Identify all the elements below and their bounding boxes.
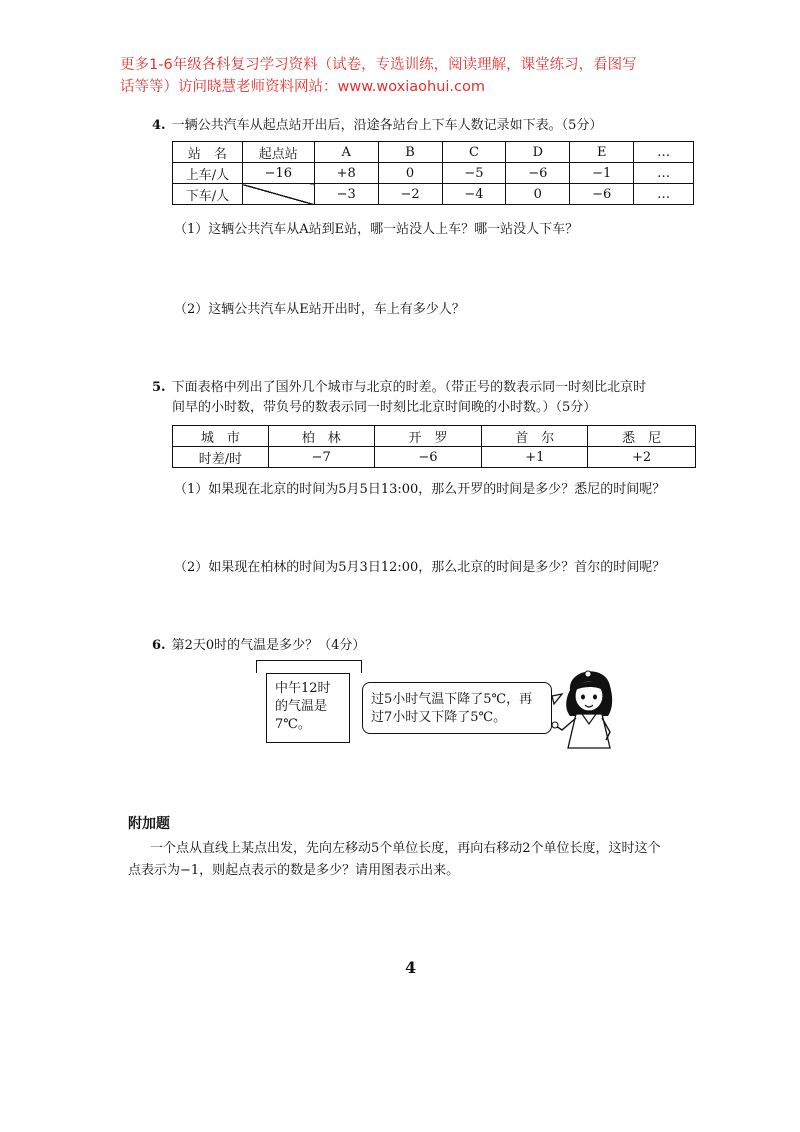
cell: 开 罗: [374, 426, 482, 447]
cell: A: [314, 142, 378, 163]
cell: +2: [588, 447, 696, 468]
cell: C: [442, 142, 506, 163]
cell: …: [634, 163, 694, 184]
cell: −6: [506, 163, 570, 184]
cell: −4: [442, 184, 506, 205]
cell: 下车/人: [173, 184, 243, 205]
question-4-number: 4.: [152, 118, 166, 133]
question-5-sub-2: （2）如果现在柏林的时间为5月3日12:00，那么北京的时间是多少？首尔的时间呢？: [174, 560, 666, 575]
extra-line-2: 点表示为−1，则起点表示的数是多少？请用图表示出来。: [128, 863, 460, 878]
cell: −6: [570, 184, 634, 205]
cell: 城 市: [173, 426, 269, 447]
promo-banner: [120, 54, 720, 98]
cell: −1: [570, 163, 634, 184]
question-4: [152, 116, 772, 136]
cell: 悉 尼: [588, 426, 696, 447]
sign-line-3: 7℃。: [275, 717, 311, 732]
page-number: 4: [405, 958, 417, 977]
question-5-text-line-1: 下面表格中列出了国外几个城市与北京的时差。（带正号的数表示同一时刻比北京时: [171, 380, 647, 395]
banner-line-1: 更多1-6年级各科复习学习资料（试卷，专选训练，阅读理解，课堂练习，看图写: [120, 57, 637, 73]
diagonal-empty-cell: [242, 184, 314, 205]
question-5-number: 5.: [152, 380, 166, 395]
question-6: [152, 636, 365, 656]
cell: 0: [378, 163, 442, 184]
question-5-text-line-2: 间早的小时数，带负号的数表示同一时刻比北京时间晚的小时数。）（5分）: [172, 400, 597, 415]
sign-line-2: 的气温是: [275, 699, 328, 714]
cell: −7: [268, 447, 374, 468]
time-table-row: [173, 447, 696, 468]
cell: 首 尔: [482, 426, 588, 447]
speech-bubble: [362, 682, 552, 734]
cell: 0: [506, 184, 570, 205]
cell: E: [570, 142, 634, 163]
cell: −2: [378, 184, 442, 205]
cell: D: [506, 142, 570, 163]
cell: 站 名: [173, 142, 243, 163]
cell: 柏 林: [268, 426, 374, 447]
question-4-sub-2: （2）这辆公共汽车从E站开出时，车上有多少人？: [174, 302, 465, 317]
sign-top-board: [256, 660, 362, 673]
cell: −3: [314, 184, 378, 205]
question-5: [152, 378, 752, 418]
question-4-sub-1: （1）这辆公共汽车从A站到E站，哪一站没人上车？哪一站没人下车？: [174, 222, 579, 237]
temperature-sign: [266, 673, 350, 743]
cell: +8: [314, 163, 378, 184]
cell: 上车/人: [173, 163, 243, 184]
cell: B: [378, 142, 442, 163]
cell: 起点站: [242, 142, 314, 163]
cell: …: [634, 142, 694, 163]
cell: 时差/时: [173, 447, 269, 468]
bus-table-header: [173, 142, 694, 163]
cell: −6: [374, 447, 482, 468]
girl-illustration: [548, 660, 628, 760]
question-6-number: 6.: [152, 638, 166, 653]
cell: −16: [242, 163, 314, 184]
extra-title: 附加题: [128, 816, 170, 832]
question-4-text: 一辆公共汽车从起点站开出后，沿途各站台上下车人数记录如下表。（5分）: [171, 118, 603, 133]
cell: −5: [442, 163, 506, 184]
bus-table-row-boarding: [173, 163, 694, 184]
question-5-sub-1: （1）如果现在北京的时间为5月5日13:00，那么开罗的时间是多少？悉尼的时间呢？: [174, 482, 666, 497]
bus-table-row-alighting: [173, 184, 694, 205]
bubble-line-2: 过7小时又下降了5℃。: [371, 710, 507, 725]
time-table-header: [173, 426, 696, 447]
bubble-line-1: 过5小时气温下降了5℃，再: [371, 692, 533, 707]
time-difference-table: [172, 425, 696, 468]
extra-question: [128, 838, 710, 882]
cell: +1: [482, 447, 588, 468]
banner-line-2: 话等等）访问晓慧老师资料网站：www.woxiaohui.com: [120, 79, 485, 95]
bus-table: [172, 141, 694, 205]
cell: …: [634, 184, 694, 205]
question-6-text: 第2天0时的气温是多少？（4分）: [171, 638, 366, 653]
sign-line-1: 中午12时: [275, 681, 331, 696]
extra-line-1: 一个点从直线上某点出发，先向左移动5个单位长度，再向右移动2个单位长度，这时这个: [150, 841, 661, 856]
